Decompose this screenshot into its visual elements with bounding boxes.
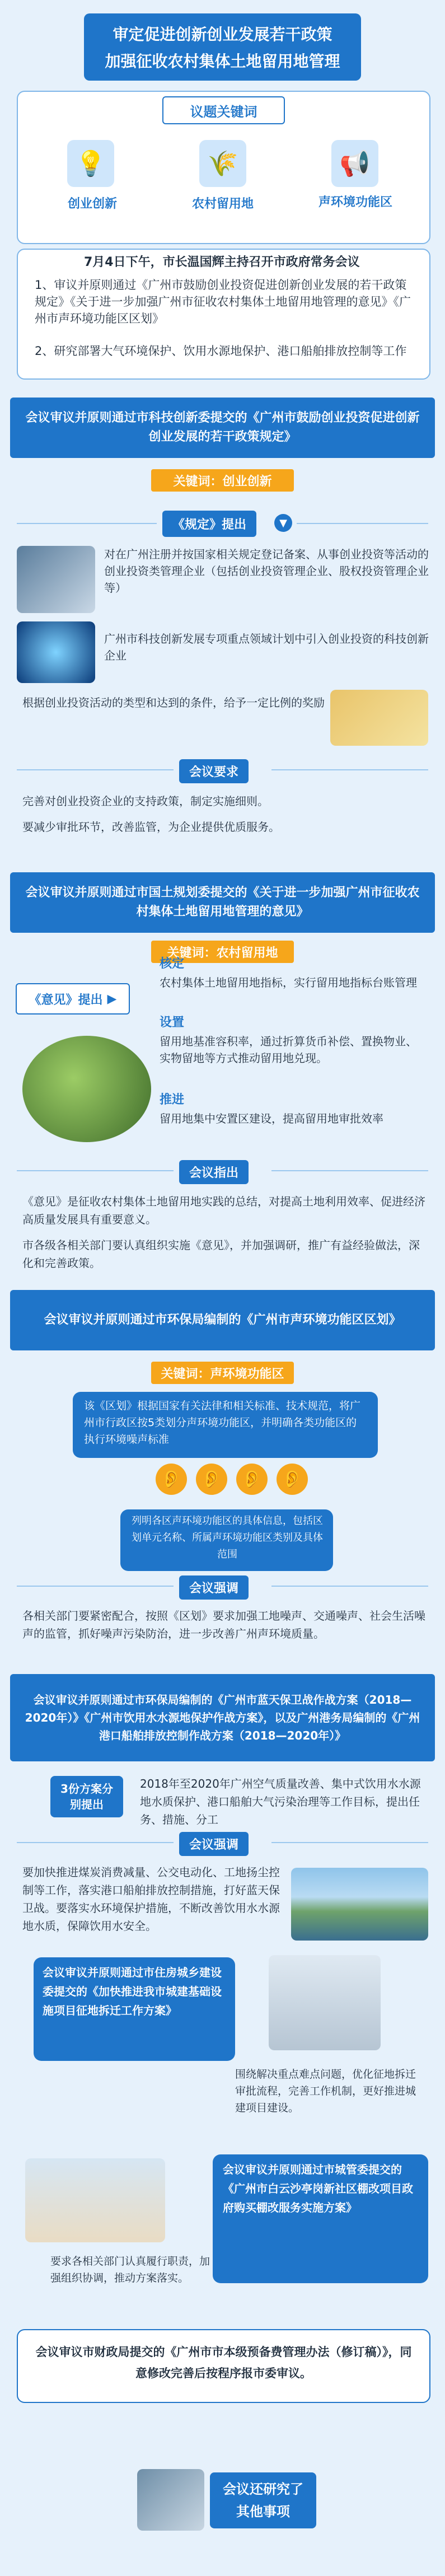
section1-point-2: 广州市科技创新发展专项重点领域计划中引入创业投资的科技创新企业 (104, 632, 429, 662)
section1-header (0, 392, 445, 464)
section1-header-text: 会议审议并原则通过市科技创新委提交的《广州市鼓励创业投资促进创新创业发展的若干政策规定》 (10, 398, 435, 458)
apartment-building-image (269, 1955, 381, 2050)
keyword-1: 创业创新 (67, 197, 117, 211)
section6-note: 要求各相关部门认真履行职责，加强组织协调，推动方案落实。 (50, 2255, 210, 2284)
section3-header-text: 会议审议并原则通过市环保局编制的《广州市声环境功能区区划》 (10, 1290, 435, 1350)
divider (271, 1170, 428, 1171)
section3-text1-box (73, 1392, 378, 1458)
section3-req-text: 各相关部门要紧密配合，按照《区划》要求加强工地噪声、交通噪声、社会生活噪声的监管，抓好噪声污染防治，进一步改善广州声环境质量。 (22, 1609, 425, 1640)
keywords-label-text: 议题关键词 (190, 104, 257, 120)
section4-req-title: 会议强调 (179, 1832, 249, 1856)
section3-keyword: 关键词：声环境功能区 (151, 1362, 294, 1384)
section4-header-text: 会议审议并原则通过市环保局编制的《广州市蓝天保卫战作战方案（2018—2020年）》《广州市饮用水水源地保护作战方案》，以及广州港务局编制的《广州港口船舶排放控制作战方案（2018—2020年）》 (10, 1674, 435, 1761)
section2-req-text-2: 市各级各相关部门要认真组织实施《意见》，并加强调研，推广有益经验做法，深化和完善政策。 (22, 1238, 420, 1270)
divider (17, 1842, 174, 1843)
section3-text-2: 列明各区声环境功能区的具体信息，包括区划单元名称、所属声环境功能区类别及具体范围 (132, 1515, 323, 1560)
sound-icon: 📢 (331, 140, 378, 187)
footer-box (210, 2472, 316, 2528)
meeting-item-2: 2、研究部署大气环境保护、饮用水源地保护、港口船舶排放控制等工作 (35, 344, 407, 358)
meeting-intro: 7月4日下午，市长温国辉主持召开市政府常务会议 (84, 255, 360, 269)
section1-point-1: 对在广州注册并按国家相关规定登记备案、从事创业投资等活动的创业投资类管理企业（包括创业投资管理企业、股权投资管理企业等） (104, 548, 429, 595)
section7-card (17, 2329, 430, 2403)
ear-icon: 👂 (156, 1464, 187, 1495)
keyword-2: 农村留用地 (191, 197, 254, 211)
section3-text-1: 该《区划》根据国家有关法律和相关标准、技术规范，将广州市行政区按5类划分声环境功能区，并明确各类功能区的执行环境噪声标准 (84, 1400, 361, 1446)
divider (17, 1586, 174, 1587)
section2-keyword: 关键词：农村留用地 (151, 941, 294, 963)
section2-header (0, 867, 445, 938)
section4-badge-text: 3份方案分别提出 (60, 1782, 113, 1811)
section2-p1: 农村集体土地留用地指标，实行留用地指标台账管理 (160, 976, 417, 989)
section2-h3: 推进 (160, 1093, 185, 1107)
divider (17, 769, 174, 770)
ear-icon: 👂 (196, 1464, 227, 1495)
section4-text: 2018年至2020年广州空气质量改善、集中式饮用水水源地水质保护、港口船舶大气污染治理等工作目标，提出任务、措施、分工 (140, 1777, 421, 1826)
lake-landscape-image (291, 1868, 428, 1941)
section5-text: 会议审议并原则通过市住房城乡建设委提交的《加快推进我市城建基础设施项目征地拆迁工作方案》 (43, 1966, 222, 2017)
section2-tag-box (16, 983, 130, 1014)
divider (297, 523, 428, 524)
meeting-item-1: 1、审议并原则通过《广州市鼓励创业投资促进创新创业发展的若干政策规定》《关于进一步加强广州市征收农村集体土地留用地管理的意见》《广州市声环境功能区区划》 (35, 278, 411, 325)
section2-tag: 《意见》提出 (29, 993, 103, 1007)
section7-text: 会议审议市财政局提交的《广州市市本级预备费管理办法（修订稿）》，同意修改完善后按程序报市委审议。 (35, 2345, 412, 2380)
section2-req-text-1: 《意见》是征收农村集体土地留用地实践的总结，对提高土地利用效率、促进经济高质量发展具有重要意义。 (22, 1195, 425, 1226)
section1-req-title: 会议要求 (179, 759, 249, 783)
header-banner (84, 13, 361, 81)
divider (17, 523, 157, 524)
section3-text2-box (120, 1509, 333, 1571)
divider (271, 1586, 428, 1587)
network-image (17, 621, 95, 683)
section4-header (0, 1668, 445, 1767)
footer-line-2: 其他事项 (236, 2504, 290, 2519)
section1-keyword: 关键词：创业创新 (151, 469, 294, 492)
section2-p3: 留用地集中安置区建设，提高留用地审批效率 (160, 1112, 383, 1125)
chevron-down-icon: ▼ (274, 514, 292, 532)
divider (271, 769, 428, 770)
divider (271, 1842, 428, 1843)
section5-note: 围绕解决重点难点问题，优化征地拆迁审批流程，完善工作机制，更好推进城建项目建设。 (235, 2068, 416, 2114)
section5-box (34, 1957, 235, 2061)
section6-text: 会议审议并原则通过市城管委提交的《广州市白云沙亭岗新社区棚改项目政府购买棚改服务实施方案》 (223, 2163, 413, 2214)
ear-icons-row (0, 1464, 445, 1499)
meeting-room-image (137, 2469, 204, 2531)
section2-header-text: 会议审议并原则通过市国土规划委提交的《关于进一步加强广州市征收农村集体土地留用地管理的意见》 (10, 872, 435, 933)
farmland-aerial-image (22, 1036, 151, 1142)
section4-req-text: 要加快推进煤炭消费减量、公交电动化、工地扬尘控制等工作，落实港口船舶排放控制措施，打好蓝天保卫战。要落实水环境保护措施，不断改善饮用水水源地水质，保障饮用水安全。 (22, 1866, 280, 1933)
section6-box (213, 2154, 428, 2283)
coins-growth-image (330, 690, 428, 746)
footer-line-1: 会议还研究了 (223, 2481, 303, 2497)
section3-header (0, 1284, 445, 1356)
section1-req-text-2: 要减少审批环节，改善监管，为企业提供优质服务。 (22, 820, 280, 834)
section1-tag: 《规定》提出 (162, 511, 256, 537)
section2-p2: 留用地基准容积率，通过折算货币补偿、置换物业、实物留地等方式推动留用地兑现。 (160, 1035, 417, 1065)
section2-h2: 设置 (160, 1016, 185, 1030)
section2-req-title: 会议指出 (179, 1160, 249, 1184)
ear-icon: 👂 (277, 1464, 308, 1495)
handshake-image (17, 546, 95, 613)
gate-archway-image (25, 2158, 165, 2242)
lightbulb-icon: 💡 (67, 140, 114, 187)
section1-req-text-1: 完善对创业投资企业的支持政策，制定实施细则。 (22, 794, 269, 808)
divider (17, 1170, 174, 1171)
keyword-3: 声环境功能区 (318, 195, 392, 209)
ear-icon: 👂 (236, 1464, 268, 1495)
header-title-1: 审定促进创新创业发展若干政策 (113, 25, 332, 44)
farmland-icon: 🌾 (199, 140, 246, 187)
arrow-right-icon: ▶ (107, 992, 117, 1006)
section2-h1: 核定 (160, 957, 185, 971)
section4-badge (50, 1776, 123, 1817)
section1-point-3: 根据创业投资活动的类型和达到的条件，给予一定比例的奖励 (22, 696, 325, 709)
section3-req-title: 会议强调 (179, 1575, 249, 1600)
header-title-2: 加强征收农村集体土地留用地管理 (105, 52, 340, 71)
keywords-label (162, 96, 285, 124)
